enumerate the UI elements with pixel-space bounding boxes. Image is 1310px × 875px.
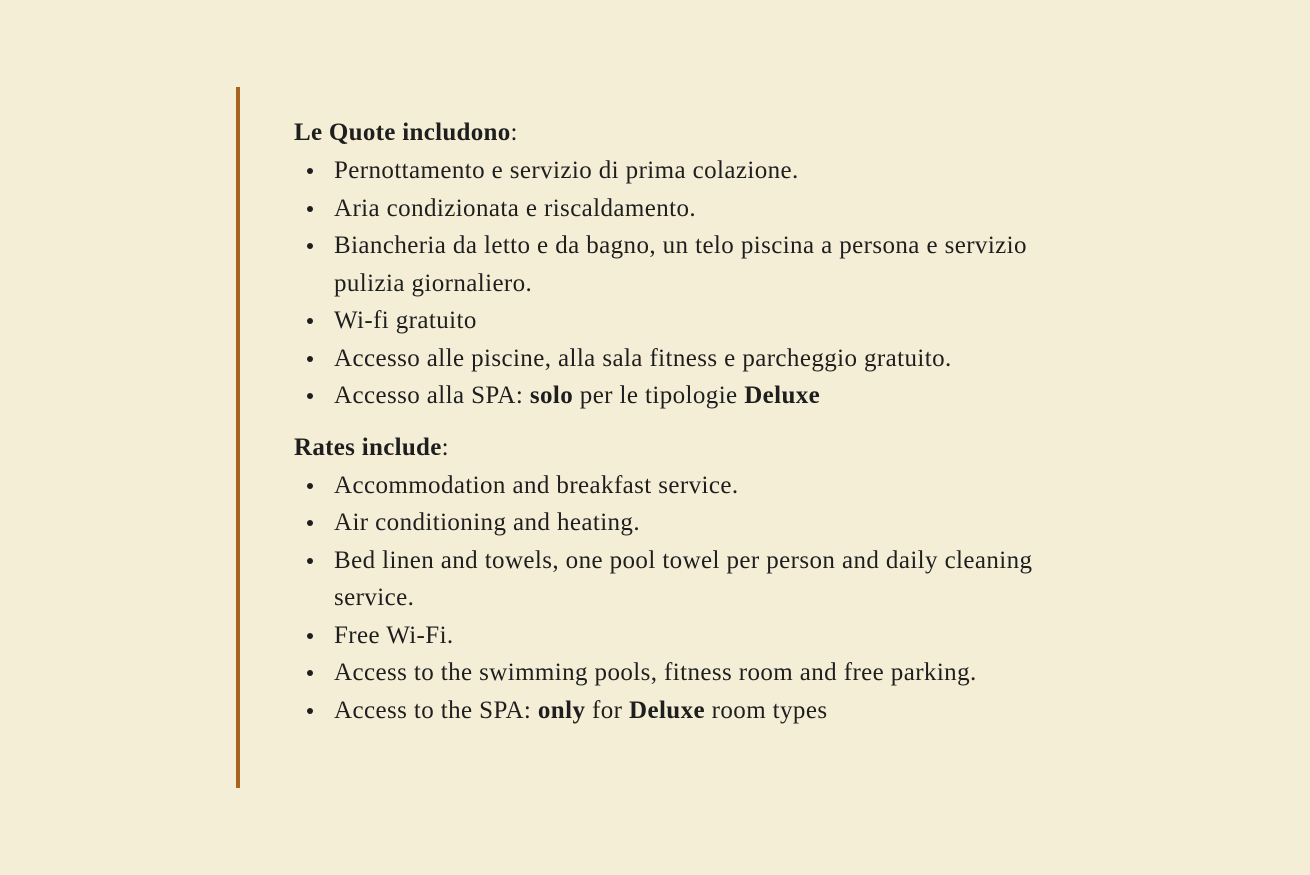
accent-bar [236,87,240,788]
list-item-emphasis: only [537,696,586,724]
list-item-text: Accesso alla SPA: [334,382,530,409]
list-item-text: Wi-fi gratuito [334,307,477,334]
list-item-text: Accesso alle piscine, alla sala fitness e parcheggio gratuito. [334,344,952,372]
list-item [294,190,1094,228]
list-item-text: per le tipologie [573,382,745,409]
list-item-text: Air conditioning and heating. [334,509,640,536]
rates-content [294,114,1094,729]
list-item-text: Bed linen and towels, one pool towel per person and daily cleaning service. [334,546,1033,611]
list-item [294,227,1094,302]
list-item-text: Access to the SPA: [334,696,538,724]
list-item [294,617,1094,655]
section-title-text: Le Quote includono [294,119,511,146]
section-italian [294,114,1094,415]
list-item [294,542,1094,617]
section-english [294,429,1094,730]
list-item-text: Pernottamento e servizio di prima colazione. [334,157,799,184]
section-title-english [294,429,1094,467]
list-item [294,340,1094,378]
list-item [294,302,1094,340]
list-item [294,467,1094,505]
inclusions-list-italian [294,152,1094,415]
list-item [294,692,1094,730]
list-item [294,504,1094,542]
list-item-text: Free Wi-Fi. [334,621,454,649]
list-item-text: Biancheria da letto e da bagno, un telo piscina a persona e servizio pulizia giornaliero. [334,232,1027,297]
list-item-text: Accommodation and breakfast service. [334,471,739,499]
list-item [294,377,1094,415]
list-item-emphasis: Deluxe [629,696,706,724]
list-item-text: Access to the swimming pools, fitness room and free parking. [334,659,977,686]
section-title-text: Rates include [294,433,442,461]
list-item-text: room types [705,696,828,724]
list-item-text: Aria condizionata e riscaldamento. [334,194,697,222]
section-title-colon: : [441,433,449,461]
list-item-emphasis: solo [529,382,574,409]
list-item [294,152,1094,190]
section-title-italian [294,114,1094,152]
list-item-emphasis: Deluxe [744,382,821,409]
section-title-colon: : [510,119,518,146]
list-item-text: for [585,696,630,724]
inclusions-list-english [294,467,1094,730]
list-item [294,654,1094,692]
